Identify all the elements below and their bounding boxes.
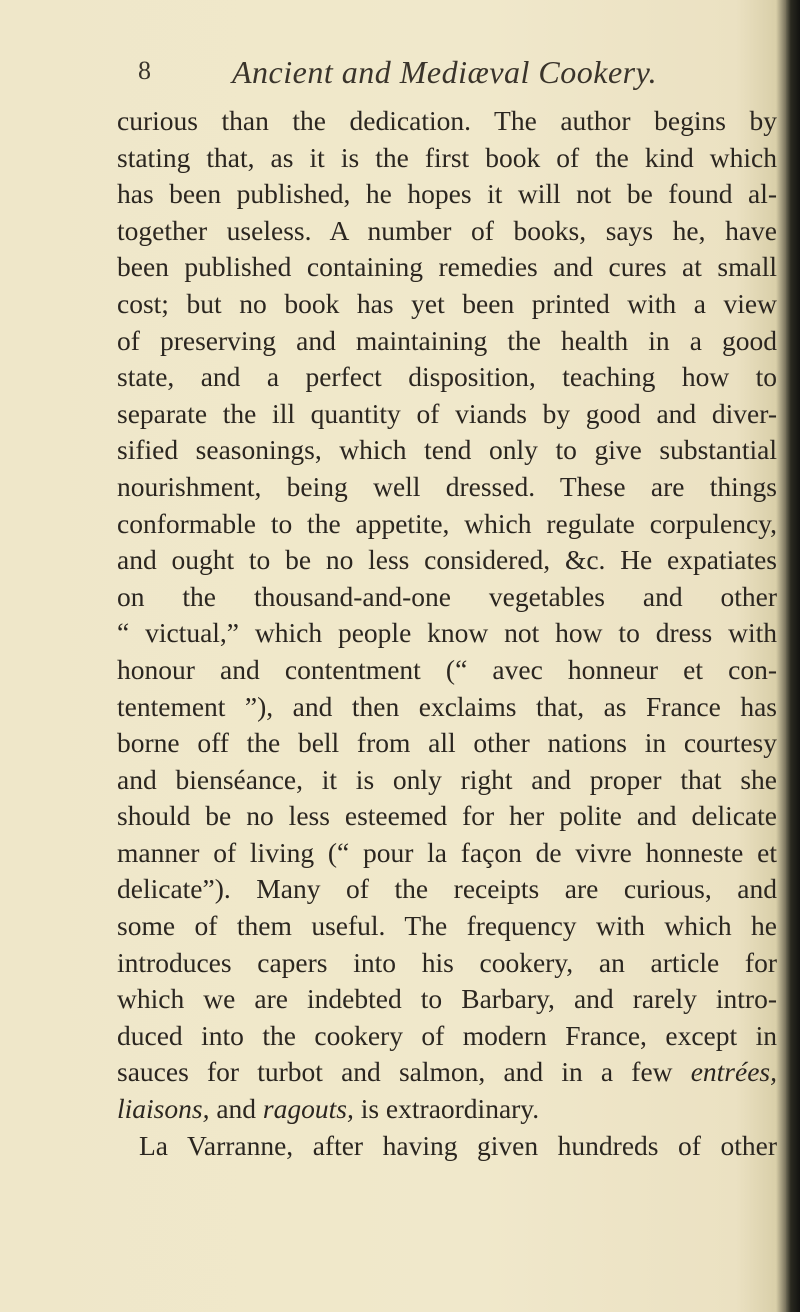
- text-segment: on the thousand-and-one vegetables and other: [117, 580, 777, 612]
- text-line: [117, 506, 777, 543]
- text-line: [117, 945, 777, 982]
- text-line: [117, 249, 777, 286]
- text-segment: manner of living (“ pour la façon de vivre honneste et: [117, 836, 777, 868]
- text-segment: should be no less esteemed for her polite and delicate: [117, 800, 777, 832]
- text-segment: nourishment, being well dressed. These are things: [117, 470, 777, 502]
- text-line: [117, 835, 777, 872]
- text-segment: introduces capers into his cookery, an article for: [117, 946, 777, 978]
- text-line: [117, 579, 777, 616]
- text-segment: sauces for turbot and salmon, and in a few: [117, 1056, 691, 1088]
- text-segment: and ought to be no less considered, &c. He expatiates: [117, 544, 777, 576]
- text-line: [117, 798, 777, 835]
- text-line: [117, 323, 777, 360]
- text-line: [117, 396, 777, 433]
- text-segment: tentement ”), and then exclaims that, as France has: [117, 690, 777, 722]
- text-segment: has been published, he hopes it will not be found al-: [117, 178, 777, 210]
- running-title: Ancient and Mediæval Cookery.: [232, 54, 658, 90]
- text-segment: delicate”). Many of the receipts are curious, and: [117, 873, 777, 905]
- text-line: [117, 286, 777, 323]
- text-line: [117, 1128, 777, 1165]
- text-line: [117, 689, 777, 726]
- text-segment: honour and contentment (“ avec honneur et con-: [117, 653, 777, 685]
- text-line: [117, 432, 777, 469]
- text-line: [117, 981, 777, 1018]
- text-line: [117, 176, 777, 213]
- text-segment: which we are indebted to Barbary, and rarely intro-: [117, 983, 777, 1015]
- text-segment: sified seasonings, which tend only to give substantial: [117, 434, 777, 466]
- text-line: [117, 103, 777, 140]
- text-segment: conformable to the appetite, which regulate corpulency,: [117, 507, 777, 539]
- text-segment: curious than the dedication. The author begins by: [117, 105, 777, 136]
- italic-text: ragouts,: [262, 1093, 354, 1125]
- text-line: [117, 762, 777, 799]
- text-segment: “ victual,” which people know not how to dress with: [117, 617, 777, 649]
- text-segment: is extraordinary.: [353, 1093, 540, 1125]
- text-segment: and bienséance, it is only right and proper that she: [117, 763, 777, 795]
- page-header: [0, 54, 800, 94]
- text-segment: cost; but no book has yet been printed with a view: [117, 287, 777, 319]
- text-line: [117, 1054, 777, 1091]
- text-line: [117, 908, 777, 945]
- text-segment: borne off the bell from all other nations in courtesy: [117, 727, 777, 759]
- text-line: [117, 140, 777, 177]
- text-segment: of preserving and maintaining the health in a good: [117, 324, 777, 356]
- text-segment: been published containing remedies and cures at small: [117, 251, 777, 283]
- text-segment: together useless. A number of books, says he, have: [117, 214, 777, 246]
- book-spine-edge: [786, 0, 800, 1312]
- text-segment: stating that, as it is the first book of the kind which: [117, 141, 777, 173]
- italic-text: liaisons,: [117, 1093, 210, 1125]
- text-line: [117, 725, 777, 762]
- text-segment: state, and a perfect disposition, teaching how to: [117, 361, 777, 393]
- text-line: [117, 359, 777, 396]
- italic-text: entrées,: [690, 1056, 777, 1088]
- body-text: [117, 103, 777, 1164]
- text-segment: duced into the cookery of modern France, except in: [117, 1019, 777, 1051]
- text-segment: some of them useful. The frequency with which he: [117, 910, 777, 942]
- text-segment: La Varranne, after having given hundreds of other: [139, 1129, 777, 1161]
- text-line: [117, 542, 777, 579]
- page-number: 8: [138, 56, 151, 85]
- text-line: [117, 871, 777, 908]
- text-line: [117, 1018, 777, 1055]
- text-segment: separate the ill quantity of viands by good and diver-: [117, 397, 777, 429]
- text-line: [117, 469, 777, 506]
- text-line: [117, 615, 777, 652]
- text-line: [117, 1091, 777, 1128]
- text-line: [117, 652, 777, 689]
- text-segment: and: [209, 1093, 263, 1125]
- text-line: [117, 213, 777, 250]
